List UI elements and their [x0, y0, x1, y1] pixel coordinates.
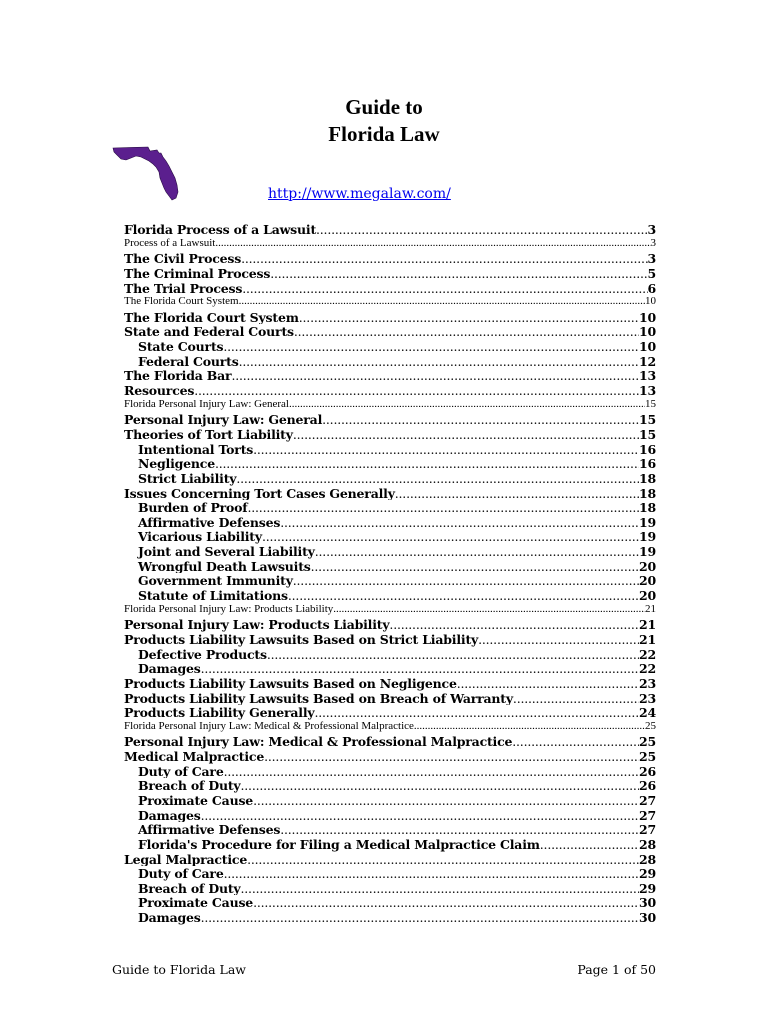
toc-entry[interactable]: [124, 822, 656, 837]
toc-entry-page: 20: [639, 573, 656, 589]
toc-entry-label: Damages: [138, 661, 201, 676]
toc-entry-page: 15: [645, 397, 656, 410]
toc-leader-dots: [224, 764, 639, 779]
toc-entry-label: Process of a Lawsuit: [124, 236, 216, 249]
toc-entry[interactable]: [124, 486, 656, 501]
toc-entry[interactable]: [124, 339, 656, 354]
toc-leader-dots: [242, 281, 647, 296]
toc-entry[interactable]: [124, 705, 656, 720]
toc-entry[interactable]: [124, 837, 656, 852]
toc-entry-page: 12: [639, 353, 656, 369]
toc-leader-dots: [293, 573, 639, 588]
toc-entry-label: Proximate Cause: [138, 895, 254, 911]
toc-leader-dots: [253, 442, 639, 457]
toc-entry-label: The Criminal Process: [124, 265, 271, 281]
toc-entry-page: 29: [639, 866, 656, 881]
toc-leader-dots: [333, 603, 645, 615]
toc-entry[interactable]: [124, 529, 656, 544]
toc-entry-page: 16: [639, 441, 656, 457]
toc-leader-dots: [247, 500, 639, 515]
toc-entry-page: 3: [647, 222, 656, 237]
toc-entry[interactable]: [124, 852, 656, 867]
toc-entry-label: Medical Malpractice: [124, 749, 265, 764]
toc-entry-label: Breach of Duty: [138, 778, 241, 793]
toc-leader-dots: [264, 749, 639, 764]
toc-entry-label: Personal Injury Law: Products Liability: [124, 617, 390, 632]
toc-entry-label: Legal Malpractice: [124, 851, 248, 867]
toc-entry-page: 3: [650, 236, 656, 249]
toc-leader-dots: [241, 251, 647, 266]
toc-leader-dots: [253, 793, 639, 808]
florida-map-icon: [112, 145, 186, 201]
toc-entry[interactable]: [124, 793, 656, 808]
toc-entry-label: Negligence: [138, 456, 215, 471]
toc-entry-label: The Trial Process: [124, 280, 243, 296]
toc-entry[interactable]: [124, 442, 656, 457]
toc-leader-dots: [224, 866, 639, 881]
toc-entry-label: Resources: [124, 383, 195, 398]
toc-entry-label: Products Liability Lawsuits Based on Breach of Warranty: [124, 690, 513, 706]
toc-entry-label: Defective Products: [138, 646, 267, 662]
toc-leader-dots: [322, 412, 639, 427]
toc-entry-page: 26: [639, 763, 656, 779]
toc-entry-label: The Florida Bar: [124, 368, 232, 384]
toc-leader-dots: [215, 456, 639, 471]
toc-leader-dots: [267, 647, 639, 662]
toc-entry[interactable]: [124, 237, 656, 252]
title-line-1: Guide to: [345, 95, 423, 119]
toc-entry-page: 26: [639, 778, 656, 793]
toc-leader-dots: [316, 222, 647, 237]
toc-entry[interactable]: [124, 603, 656, 618]
toc-entry-page: 27: [639, 792, 656, 808]
toc-entry[interactable]: [124, 383, 656, 398]
toc-entry-page: 20: [639, 558, 656, 574]
toc-entry[interactable]: [124, 691, 656, 706]
toc-entry-page: 16: [639, 456, 656, 471]
toc-entry-label: Products Liability Lawsuits Based on Negligence: [124, 675, 457, 691]
toc-entry[interactable]: [124, 588, 656, 603]
toc-entry-page: 10: [645, 295, 656, 308]
toc-entry-page: 27: [639, 822, 656, 837]
toc-entry[interactable]: [124, 222, 656, 237]
toc-entry-page: 25: [645, 719, 656, 732]
toc-leader-dots: [289, 398, 645, 410]
toc-entry-page: 19: [639, 529, 656, 545]
toc-leader-dots: [294, 324, 639, 339]
toc-entry[interactable]: [124, 881, 656, 896]
toc-leader-dots: [314, 705, 639, 720]
toc-entry-label: Duty of Care: [138, 763, 224, 779]
toc-entry[interactable]: [124, 617, 656, 632]
toc-leader-dots: [389, 617, 639, 632]
toc-entry-page: 25: [639, 734, 656, 750]
toc-entry-label: Vicarious Liability: [138, 529, 262, 545]
toc-leader-dots: [288, 588, 639, 603]
toc-entry-page: 10: [639, 339, 656, 354]
toc-entry[interactable]: [124, 471, 656, 486]
toc-entry-page: 25: [639, 749, 656, 764]
toc-leader-dots: [201, 808, 639, 823]
toc-leader-dots: [247, 852, 639, 867]
toc-entry-page: 30: [639, 895, 656, 911]
toc-entry-page: 28: [639, 851, 656, 867]
megalaw-link[interactable]: http://www.megalaw.com/: [268, 186, 451, 202]
toc-leader-dots: [239, 354, 639, 369]
toc-entry[interactable]: [124, 266, 656, 281]
toc-leader-dots: [512, 734, 639, 749]
footer-page-number: Page 1 of 50: [577, 962, 656, 977]
toc-entry-label: Intentional Torts: [138, 441, 254, 457]
toc-entry-label: Damages: [138, 807, 201, 823]
toc-entry-label: Personal Injury Law: General: [124, 412, 323, 427]
toc-entry-label: Federal Courts: [138, 353, 239, 369]
toc-entry[interactable]: [124, 720, 656, 735]
toc-entry-label: Personal Injury Law: Medical & Professional Malpractice: [124, 734, 513, 750]
toc-leader-dots: [194, 383, 639, 398]
toc-entry-label: Florida Process of a Lawsuit: [124, 222, 317, 237]
toc-entry[interactable]: [124, 412, 656, 427]
toc-entry[interactable]: [124, 427, 656, 442]
toc-entry-label: Products Liability Lawsuits Based on Strict Liability: [124, 631, 479, 647]
toc-entry-page: 20: [639, 588, 656, 603]
toc-entry[interactable]: [124, 778, 656, 793]
toc-entry-page: 10: [639, 324, 656, 340]
toc-leader-dots: [457, 676, 639, 691]
toc-entry[interactable]: [124, 647, 656, 662]
toc-leader-dots: [201, 910, 639, 925]
toc-entry-page: 22: [639, 646, 656, 662]
toc-entry-page: 22: [639, 661, 656, 676]
toc-entry-page: 10: [639, 309, 656, 325]
toc-leader-dots: [241, 881, 640, 896]
toc-entry-label: Wrongful Death Lawsuits: [138, 558, 311, 574]
toc-entry-label: Joint and Several Liability: [138, 544, 315, 559]
toc-entry-page: 13: [639, 383, 656, 398]
title-line-2: Florida Law: [328, 122, 440, 146]
toc-entry-page: 19: [639, 514, 656, 530]
toc-leader-dots: [262, 529, 639, 544]
toc-leader-dots: [414, 720, 645, 732]
toc-entry[interactable]: [124, 500, 656, 515]
toc-entry-label: Statute of Limitations: [138, 588, 288, 603]
toc-entry-label: Duty of Care: [138, 866, 224, 881]
toc-entry[interactable]: [124, 866, 656, 881]
page-footer: [112, 962, 656, 977]
toc-entry-page: 15: [639, 426, 656, 442]
toc-entry-page: 18: [639, 500, 656, 515]
toc-entry-page: 23: [639, 675, 656, 691]
toc-leader-dots: [540, 837, 639, 852]
toc-entry[interactable]: [124, 808, 656, 823]
toc-entry-page: 21: [639, 631, 656, 647]
toc-leader-dots: [395, 486, 639, 501]
toc-entry[interactable]: [124, 895, 656, 910]
toc-entry[interactable]: [124, 515, 656, 530]
toc-entry-label: Florida Personal Injury Law: Products Liability: [124, 602, 334, 615]
toc-entry-label: Affirmative Defenses: [138, 822, 281, 837]
toc-entry-page: 6: [647, 280, 656, 296]
toc-entry[interactable]: [124, 910, 656, 925]
toc-leader-dots: [231, 368, 639, 383]
toc-entry[interactable]: [124, 734, 656, 749]
toc-leader-dots: [215, 237, 650, 249]
toc-entry[interactable]: [124, 661, 656, 676]
toc-entry-page: 28: [639, 836, 656, 852]
toc-entry[interactable]: [124, 295, 656, 310]
toc-entry-label: Government Immunity: [138, 573, 293, 589]
footer-title: Guide to Florida Law: [112, 962, 246, 977]
toc-entry-label: Affirmative Defenses: [138, 514, 281, 530]
toc-leader-dots: [280, 822, 639, 837]
toc-entry-page: 13: [639, 368, 656, 384]
toc-leader-dots: [201, 661, 639, 676]
toc-leader-dots: [315, 544, 639, 559]
toc-entry-label: Issues Concerning Tort Cases Generally: [124, 485, 395, 501]
toc-entry[interactable]: [124, 456, 656, 471]
toc-entry[interactable]: [124, 749, 656, 764]
toc-leader-dots: [513, 691, 639, 706]
toc-entry[interactable]: [124, 310, 656, 325]
toc-entry[interactable]: [124, 559, 656, 574]
toc-entry-label: Florida Personal Injury Law: General: [124, 397, 289, 410]
toc-entry-page: 3: [647, 251, 656, 266]
toc-entry-label: Strict Liability: [138, 470, 237, 486]
toc-entry-label: The Civil Process: [124, 251, 242, 266]
toc-leader-dots: [478, 632, 639, 647]
toc-leader-dots: [239, 295, 645, 307]
toc-entry-label: Proximate Cause: [138, 792, 254, 808]
toc-entry-label: State Courts: [138, 339, 224, 354]
toc-entry[interactable]: [124, 354, 656, 369]
toc-entry[interactable]: [124, 398, 656, 413]
toc-entry-page: 23: [639, 690, 656, 706]
document-title: [0, 94, 768, 148]
toc-leader-dots: [270, 266, 647, 281]
toc-entry-label: Burden of Proof: [138, 500, 248, 515]
toc-entry[interactable]: [124, 251, 656, 266]
toc-entry-page: 18: [639, 485, 656, 501]
toc-entry[interactable]: [124, 764, 656, 779]
toc-entry-label: Theories of Tort Liability: [124, 426, 293, 442]
toc-entry-label: Florida's Procedure for Filing a Medical Malpractice Claim: [138, 836, 540, 852]
toc-entry-page: 24: [639, 705, 656, 720]
toc-entry-label: Breach of Duty: [138, 880, 241, 896]
toc-leader-dots: [311, 559, 639, 574]
toc-entry-page: 21: [645, 602, 656, 615]
table-of-contents: [124, 222, 656, 925]
toc-entry[interactable]: [124, 544, 656, 559]
toc-entry[interactable]: [124, 573, 656, 588]
toc-entry-page: 15: [639, 412, 656, 427]
toc-entry-page: 29: [639, 880, 656, 896]
toc-entry-page: 27: [639, 807, 656, 823]
toc-entry-label: Damages: [138, 910, 201, 925]
toc-entry[interactable]: [124, 676, 656, 691]
toc-entry-page: 18: [639, 470, 656, 486]
toc-entry-page: 5: [647, 265, 656, 281]
toc-entry[interactable]: [124, 281, 656, 296]
toc-entry[interactable]: [124, 368, 656, 383]
toc-leader-dots: [223, 339, 639, 354]
toc-entry-page: 19: [639, 544, 656, 559]
toc-entry[interactable]: [124, 324, 656, 339]
toc-entry-label: Florida Personal Injury Law: Medical & Professional Malpractice: [124, 719, 414, 732]
toc-leader-dots: [293, 427, 639, 442]
toc-leader-dots: [280, 515, 639, 530]
toc-entry-label: State and Federal Courts: [124, 324, 294, 340]
toc-entry-label: The Florida Court System: [124, 295, 239, 308]
toc-entry-label: The Florida Court System: [124, 309, 299, 325]
toc-leader-dots: [253, 895, 639, 910]
toc-entry-label: Products Liability Generally: [124, 705, 315, 720]
toc-leader-dots: [241, 778, 640, 793]
toc-leader-dots: [299, 310, 639, 325]
toc-entry-page: 21: [639, 617, 656, 632]
toc-entry-page: 30: [639, 910, 656, 925]
toc-leader-dots: [236, 471, 639, 486]
toc-entry[interactable]: [124, 632, 656, 647]
